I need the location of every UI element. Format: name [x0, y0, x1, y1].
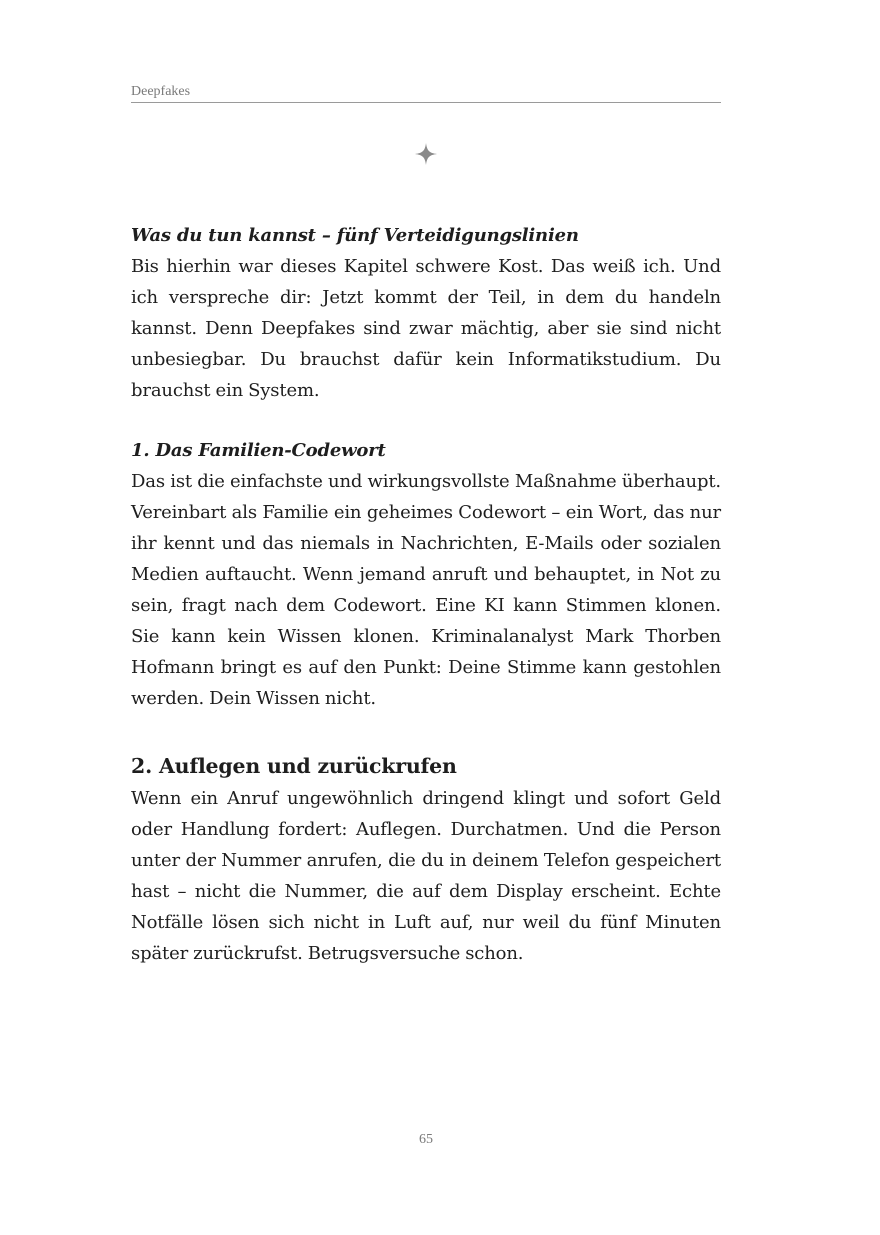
section-heading-auflegen: 2. Auflegen und zurückrufen: [131, 754, 457, 778]
page-body: [131, 220, 721, 969]
running-header: [131, 84, 721, 103]
paragraph-familien-codewort: Das ist die einfachste und wirkungsvollste Maßnahme überhaupt. Vereinbart als Familie ein geheimes Codewort – ein Wort, das nur ihr kennt und das niemals in Nachrichten, E-Mails oder sozialen Medien auftaucht. Wenn jemand anruft und behauptet, in Not zu sein, fragt nach dem Codewort. Eine KI kann Stimmen klonen. Sie kann kein Wissen klonen. Kriminalanalyst Mark Thorben Hofmann bringt es auf den Punkt: Deine Stimme kann gestohlen werden. Dein Wissen nicht.: [131, 471, 721, 709]
page-number: 65: [419, 1132, 433, 1147]
section-heading-verteidigungslinien: Was du tun kannst – fünf Verteidigungslinien: [131, 225, 579, 246]
section-heading-familien-codewort: 1. Das Familien-Codewort: [131, 440, 386, 461]
running-header-title: Deepfakes: [131, 84, 191, 99]
paragraph-auflegen: Wenn ein Anruf ungewöhnlich dringend klingt und sofort Geld oder Handlung fordert: Auflegen. Durchatmen. Und die Person unter der Nummer anrufen, die du in deinem Telefon gespeichert hast – nicht die Nummer, die auf dem Display erscheint. Echte Notfälle lösen sich nicht in Luft auf, nur weil du fünf Minuten später zurückrufst. Betrugsversuche schon.: [131, 788, 721, 964]
paragraph-intro: Bis hierhin war dieses Kapitel schwere Kost. Das weiß ich. Und ich verspreche dir: Jetzt kommt der Teil, in dem du handeln kannst. Denn Deepfakes sind zwar mächtig, aber sie sind nicht unbesiegbar. Du brauchst dafür kein Informatikstudium. Du brauchst ein System.: [131, 256, 721, 401]
spacer: [131, 714, 721, 749]
spacer: [131, 406, 721, 435]
four-point-star-icon: [414, 142, 438, 166]
